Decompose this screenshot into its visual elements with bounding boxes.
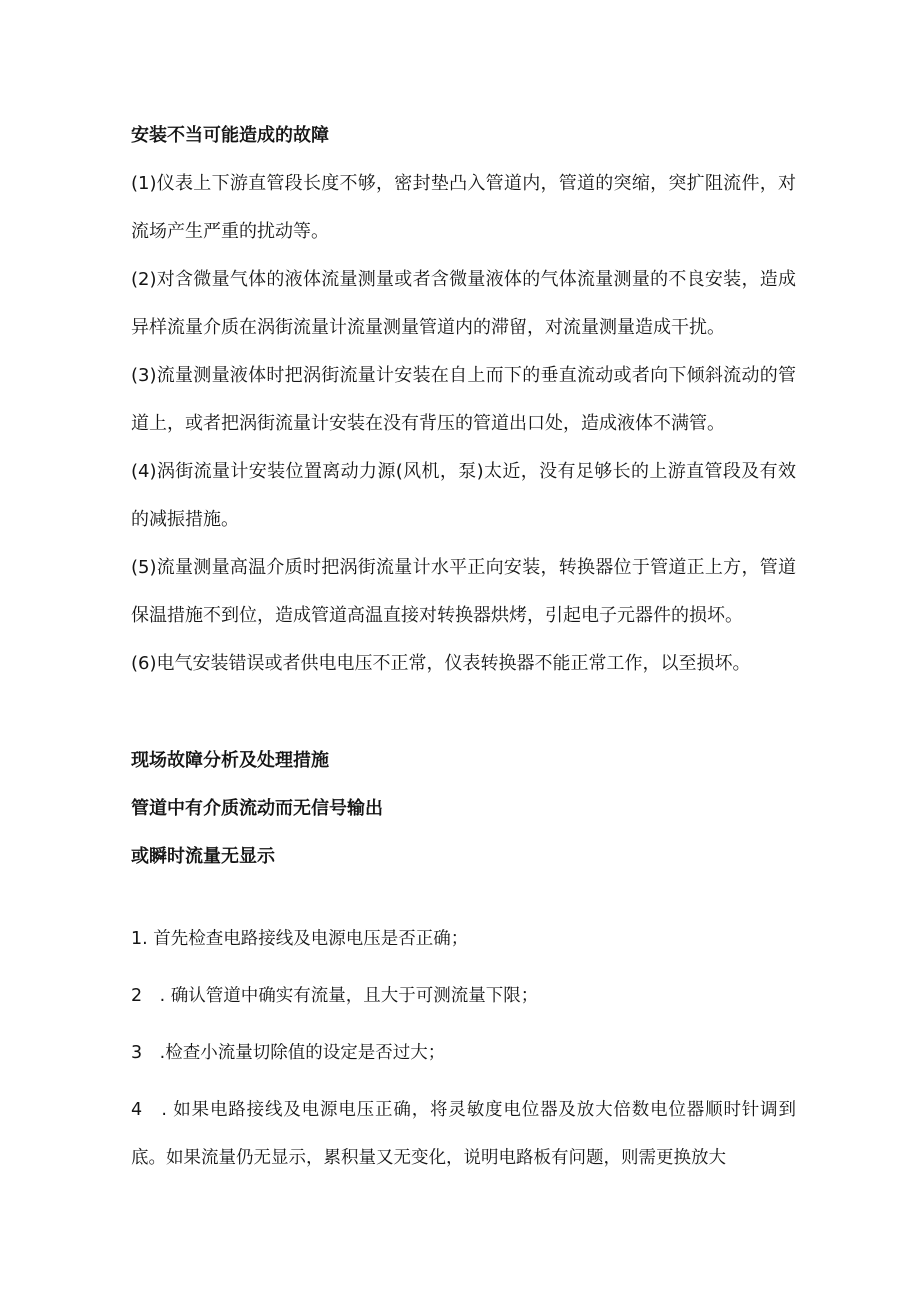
step-item-4: 4 . 如果电路接线及电源电压正确，将灵敏度电位器及放大倍数电位器顺时针调到底。如果流量仍无显示，累积量又无变化，说明电路板有问题，则需更换放大 [131, 1100, 796, 1168]
document-body [131, 112, 796, 1182]
paragraph-fault-5: (5)流量测量高温介质时把涡街流量计水平正向安装，转换器位于管道正上方，管道保温措施不到位，造成管道高温直接对转换器烘烤，引起电子元器件的损坏。 [131, 557, 796, 626]
step-item-3: 3 .检查小流量切除值的设定是否过大； [131, 1043, 446, 1063]
paragraph-fault-4: (4)涡街流量计安装位置离动力源(风机，泵)太近，没有足够长的上游直管段及有效的减振措施。 [131, 461, 796, 530]
paragraph-fault-1: (1)仪表上下游直管段长度不够，密封垫凸入管道内，管道的突缩，突扩阻流件，对流场产生严重的扰动等。 [131, 173, 796, 242]
section-heading-installation-faults: 安装不当可能造成的故障 [131, 125, 329, 146]
sub-heading-no-display: 或瞬时流量无显示 [131, 846, 275, 867]
section-spacer [131, 688, 796, 737]
section-heading-field-analysis: 现场故障分析及处理措施 [131, 750, 329, 771]
paragraph-fault-2: (2)对含微量气体的液体流量测量或者含微量液体的气体流量测量的不良安装，造成异样流量介质在涡街流量计流量测量管道内的滞留，对流量测量造成干扰。 [131, 269, 796, 338]
subsection-spacer [131, 881, 796, 915]
paragraph-fault-3: (3)流量测量液体时把涡街流量计安装在自上而下的垂直流动或者向下倾斜流动的管道上，或者把涡街流量计安装在没有背压的管道出口处，造成液体不满管。 [131, 365, 796, 434]
sub-heading-no-signal: 管道中有介质流动而无信号输出 [131, 798, 383, 819]
step-item-1: 1. 首先检查电路接线及电源电压是否正确； [131, 929, 469, 949]
paragraph-fault-6: (6)电气安装错误或者供电电压不正常，仪表转换器不能正常工作，以至损坏。 [131, 653, 751, 674]
step-item-2: 2 . 确认管道中确实有流量，且大于可测流量下限； [131, 986, 539, 1006]
